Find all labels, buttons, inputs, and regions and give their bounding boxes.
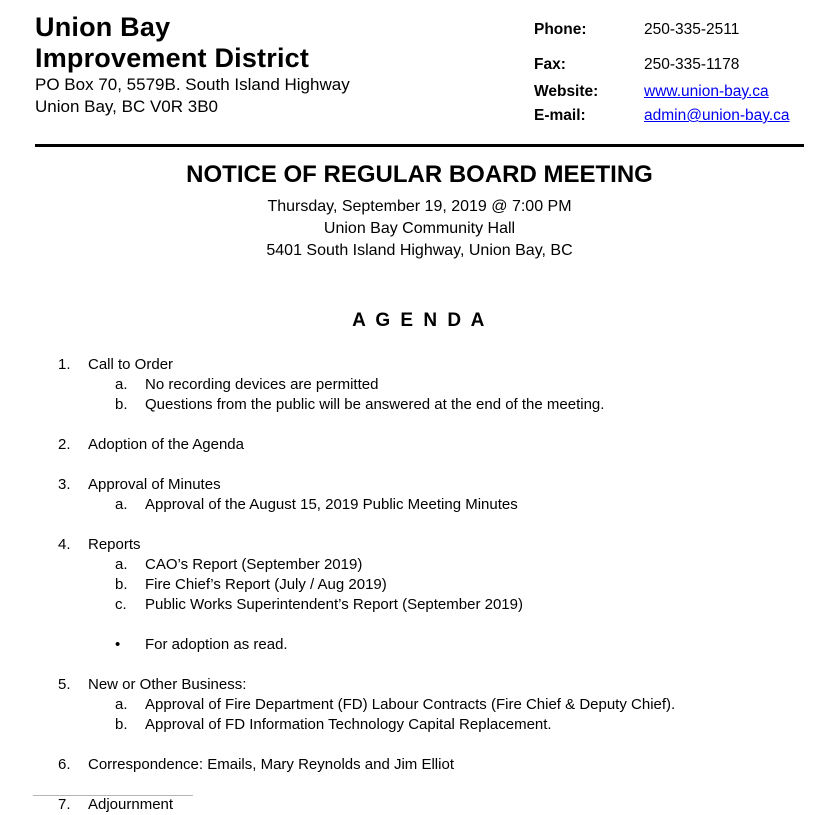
website-link[interactable]: www.union-bay.ca <box>644 83 769 100</box>
agenda-item-7 <box>0 795 839 815</box>
item-number: 2. <box>58 436 71 453</box>
agenda-item-3 <box>0 475 839 515</box>
notice-block <box>0 160 839 262</box>
email-link[interactable]: admin@union-bay.ca <box>644 107 790 124</box>
item-text: Correspondence: Emails, Mary Reynolds and Jim Elliot <box>88 756 454 773</box>
notice-venue-address: 5401 South Island Highway, Union Bay, BC <box>266 242 573 259</box>
contact-block <box>534 12 804 126</box>
subitem-text: Fire Chief’s Report (July / Aug 2019) <box>145 576 387 593</box>
subitem-marker: a. <box>115 376 128 393</box>
contact-row-phone <box>534 20 804 40</box>
item-text: For adoption as read. <box>145 636 288 653</box>
header-divider <box>35 144 804 147</box>
agenda-subitem-row <box>115 495 809 515</box>
subitem-marker: b. <box>115 716 128 733</box>
agenda-item-2 <box>0 435 839 455</box>
subitem-text: CAO’s Report (September 2019) <box>145 556 363 573</box>
item-number: 4. <box>58 536 71 553</box>
item-text: Adoption of the Agenda <box>88 436 244 453</box>
agenda-bullet-item <box>0 635 839 655</box>
subitem-marker: a. <box>115 696 128 713</box>
agenda-item-row <box>58 355 809 375</box>
org-address-line1: PO Box 70, 5579B. South Island Highway <box>35 75 350 94</box>
agenda-heading: A G E N D A <box>352 310 487 331</box>
contact-row-fax <box>534 55 804 75</box>
subitem-text: No recording devices are permitted <box>145 376 379 393</box>
agenda-item-row <box>58 755 809 775</box>
contact-row-website <box>534 82 804 102</box>
item-text: New or Other Business: <box>88 676 247 693</box>
org-address-line2: Union Bay, BC V0R 3B0 <box>35 97 218 116</box>
subitem-text: Questions from the public will be answered at the end of the meeting. <box>145 396 605 413</box>
agenda-subitem-row <box>115 575 809 595</box>
letterhead <box>0 0 839 126</box>
notice-title: NOTICE OF REGULAR BOARD MEETING <box>186 161 653 188</box>
item-text: Call to Order <box>88 356 174 373</box>
notice-venue: Union Bay Community Hall <box>323 220 516 237</box>
agenda-item-row <box>58 795 809 815</box>
agenda-item-4 <box>0 535 839 615</box>
item-number: 6. <box>58 756 71 773</box>
notice-datetime: Thursday, September 19, 2019 @ 7:00 PM <box>267 198 572 215</box>
subitem-text: Approval of the August 15, 2019 Public Meeting Minutes <box>145 496 518 513</box>
agenda-list <box>0 355 839 815</box>
agenda-item-row <box>115 635 809 655</box>
subitem-text: Public Works Superintendent’s Report (September 2019) <box>145 596 523 613</box>
agenda-subitem-row <box>115 595 809 615</box>
subitem-marker: a. <box>115 556 128 573</box>
item-number: 7. <box>58 796 71 813</box>
agenda-item-row <box>58 435 809 455</box>
agenda-item-5 <box>0 675 839 735</box>
subitem-text: Approval of Fire Department (FD) Labour Contracts (Fire Chief & Deputy Chief). <box>145 696 676 713</box>
contact-row-email <box>534 106 804 126</box>
agenda-subitem-row <box>115 715 809 735</box>
agenda-subitem-row <box>115 395 809 415</box>
phone-label: Phone: <box>534 21 587 38</box>
item-text: Adjournment <box>88 796 174 813</box>
fax-value: 250-335-1178 <box>644 56 740 73</box>
org-name-line2: Improvement District <box>35 43 310 73</box>
agenda-subitem-row <box>115 375 809 395</box>
org-name-line1: Union Bay <box>35 12 171 42</box>
fax-label: Fax: <box>534 56 566 73</box>
cropped-line-fragment <box>33 795 193 796</box>
agenda-item-1 <box>0 355 839 415</box>
org-block <box>35 12 350 126</box>
agenda-item-row <box>58 535 809 555</box>
website-label: Website: <box>534 83 599 100</box>
subitem-text: Approval of FD Information Technology Capital Replacement. <box>145 716 552 733</box>
agenda-item-row <box>58 475 809 495</box>
bullet-marker: • <box>115 636 121 653</box>
agenda-item-row <box>58 675 809 695</box>
item-number: 5. <box>58 676 71 693</box>
item-text: Reports <box>88 536 141 553</box>
agenda-subitem-row <box>115 555 809 575</box>
subitem-marker: b. <box>115 396 128 413</box>
item-number: 3. <box>58 476 71 493</box>
agenda-item-6 <box>0 755 839 775</box>
email-label: E-mail: <box>534 107 586 124</box>
agenda-subitem-row <box>115 695 809 715</box>
subitem-marker: b. <box>115 576 128 593</box>
phone-value: 250-335-2511 <box>644 21 740 38</box>
item-number: 1. <box>58 356 71 373</box>
subitem-marker: a. <box>115 496 128 513</box>
subitem-marker: c. <box>115 596 127 613</box>
item-text: Approval of Minutes <box>88 476 221 493</box>
